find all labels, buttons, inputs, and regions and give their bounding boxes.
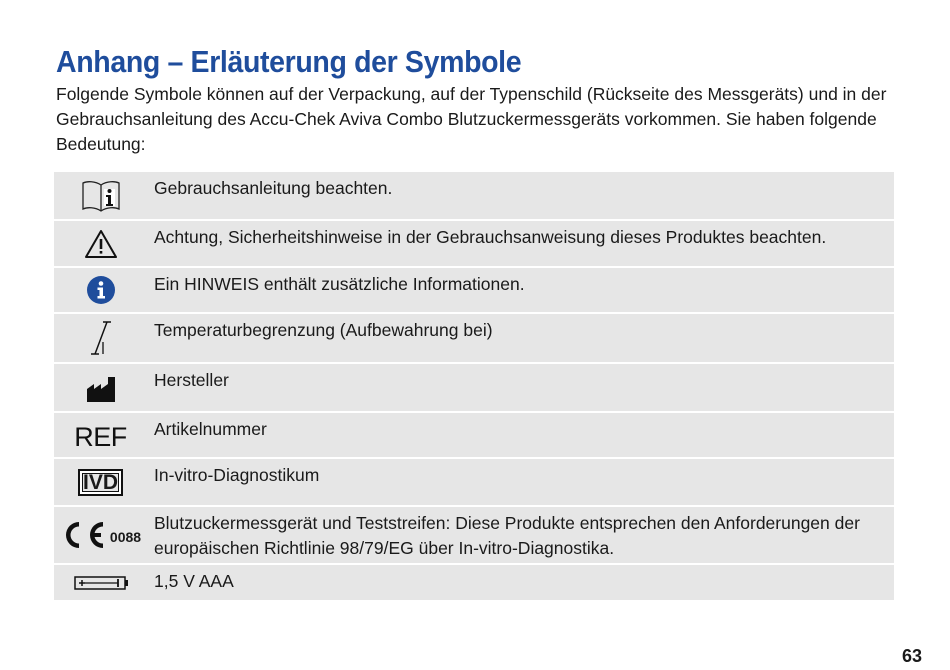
symbol-description: Hersteller xyxy=(154,370,229,390)
symbol-row xyxy=(54,268,894,312)
warning-triangle-icon xyxy=(54,221,147,266)
symbol-row xyxy=(54,221,894,266)
book-info-icon xyxy=(54,172,147,219)
ref-icon xyxy=(54,413,147,457)
info-circle-icon xyxy=(54,268,147,312)
symbol-row xyxy=(54,172,894,219)
symbol-description: Blutzuckermessgerät und Teststreifen: Diese Produkte entsprechen den Anforderungen der europäischen Richtlinie 98/79/EG über In-vitro-Diagnostika. xyxy=(154,513,860,558)
page-title: Anhang – Erläuterung der Symbole xyxy=(56,44,522,79)
thermometer-icon xyxy=(54,314,147,362)
symbol-row xyxy=(54,364,894,411)
symbol-table xyxy=(54,172,894,602)
ivd-icon xyxy=(54,459,147,505)
symbol-row xyxy=(54,507,894,563)
symbol-description: Ein HINWEIS enthält zusätzliche Informationen. xyxy=(154,274,525,294)
symbol-description: In-vitro-Diagnostikum xyxy=(154,465,320,485)
symbol-row xyxy=(54,459,894,505)
symbol-description: 1,5 V AAA xyxy=(154,571,234,591)
symbol-description: Artikelnummer xyxy=(154,419,267,439)
intro-paragraph: Folgende Symbole können auf der Verpackung, auf der Typenschild (Rückseite des Messgeräts) und in der Gebrauchsanleitung des Accu-Chek Aviva Combo Blutzuckermessgeräts vorkommen. Sie haben folgende Bedeutung: xyxy=(56,84,887,154)
symbol-row xyxy=(54,314,894,362)
symbol-description: Temperaturbegrenzung (Aufbewahrung bei) xyxy=(154,320,493,340)
factory-icon xyxy=(54,364,147,411)
ivd-label: IVD xyxy=(78,469,123,496)
symbol-row xyxy=(54,413,894,457)
symbol-description: Achtung, Sicherheitshinweise in der Gebrauchsanweisung dieses Produktes beachten. xyxy=(154,227,827,247)
symbol-row xyxy=(54,565,894,600)
symbol-description: Gebrauchsanleitung beachten. xyxy=(154,178,393,198)
battery-icon xyxy=(54,565,147,600)
ref-label: REF xyxy=(74,421,127,452)
page-number: 63 xyxy=(901,646,922,666)
notified-body-number: 0088 xyxy=(109,529,142,545)
ce-mark-icon xyxy=(54,507,147,563)
